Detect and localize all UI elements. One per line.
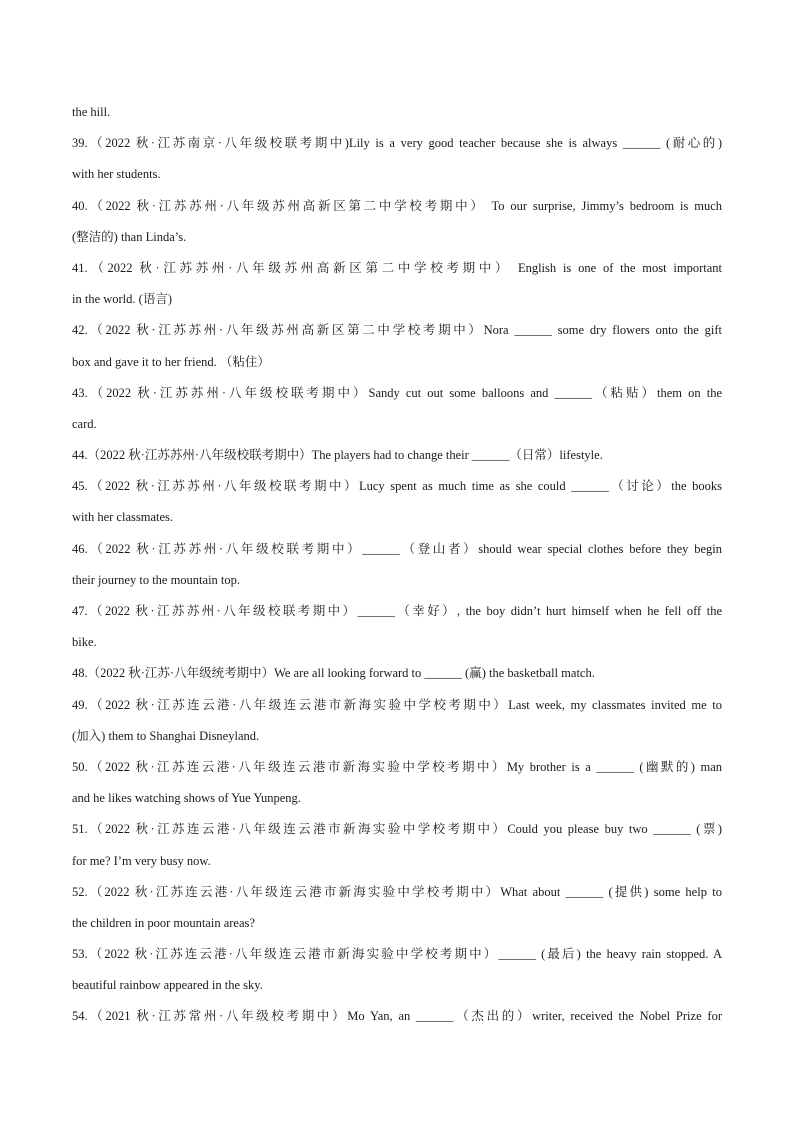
text-line: for me? I’m very busy now.	[72, 853, 211, 868]
text-line: 39.（2022 秋·江苏南京·八年级校联考期中)Lily is a very good teacher because she is always ______ (耐心的)	[72, 136, 722, 151]
text-line: card.	[72, 416, 97, 431]
text-line: the children in poor mountain areas?	[72, 915, 255, 930]
text-line: 42.（2022 秋·江苏苏州·八年级苏州高新区第二中学校考期中）Nora ______ some dry flowers onto the gift	[72, 323, 722, 338]
text-line: 43.（2022 秋·江苏苏州·八年级校联考期中）Sandy cut out some balloons and ______（粘贴）them on the	[72, 385, 722, 400]
text-line: 41.（2022 秋·江苏苏州·八年级苏州高新区第二中学校考期中） English is one of the most important	[72, 260, 722, 275]
text-line: and he likes watching shows of Yue Yunpeng.	[72, 791, 301, 806]
text-line: in the world. (语言)	[72, 292, 172, 307]
text-line: their journey to the mountain top.	[72, 572, 241, 587]
text-line: bike.	[72, 635, 97, 650]
text-line: 53.（2022 秋·江苏连云港·八年级连云港市新海实验中学校考期中）______ (最后) the heavy rain stopped. A	[72, 947, 722, 962]
text-line: with her classmates.	[72, 510, 174, 525]
text-line: 47.（2022 秋·江苏苏州·八年级校联考期中）______（幸好）, the boy didn’t hurt himself when he fell off the	[72, 604, 722, 618]
text-line: with her students.	[72, 167, 161, 182]
exercise-text	[72, 101, 722, 1037]
text-line: (整洁的) than Linda’s.	[72, 229, 187, 244]
text-line: 48.（2022 秋·江苏·八年级统考期中）We are all looking forward to ______ (赢) the basketball match.	[72, 666, 595, 681]
text-line: the hill.	[72, 105, 111, 119]
text-line: 46.（2022 秋·江苏苏州·八年级校联考期中）______（登山者）should wear special clothes before they begin	[72, 541, 722, 556]
text-line: 44.（2022 秋·江苏苏州·八年级校联考期中）The players had to change their ______（日常）lifestyle.	[72, 448, 603, 463]
text-line: 49.（2022 秋·江苏连云港·八年级连云港市新海实验中学校考期中）Last week, my classmates invited me to	[72, 697, 722, 712]
text-line: 54.（2021 秋·江苏常州·八年级校考期中）Mo Yan, an ______（杰出的）writer, received the Nobel Prize for	[72, 1009, 722, 1024]
text-line: 50.（2022 秋·江苏连云港·八年级连云港市新海实验中学校考期中）My brother is a ______ (幽默的) man	[72, 759, 722, 774]
text-line: (加入) them to Shanghai Disneyland.	[72, 728, 260, 743]
text-line: box and gave it to her friend. （粘住）	[72, 354, 270, 369]
text-line: 51.（2022 秋·江苏连云港·八年级连云港市新海实验中学校考期中）Could you please buy two ______ (票)	[72, 822, 722, 837]
text-line: 45.（2022 秋·江苏苏州·八年级校联考期中）Lucy spent as much time as she could ______（讨论）the books	[72, 479, 722, 494]
text-line: 52.（2022 秋·江苏连云港·八年级连云港市新海实验中学校考期中）What about ______ (提供) some help to	[72, 884, 722, 899]
text-line: beautiful rainbow appeared in the sky.	[72, 978, 263, 993]
text-line: 40.（2022 秋·江苏苏州·八年级苏州高新区第二中学校考期中） To our surprise, Jimmy’s bedroom is much	[72, 198, 722, 213]
